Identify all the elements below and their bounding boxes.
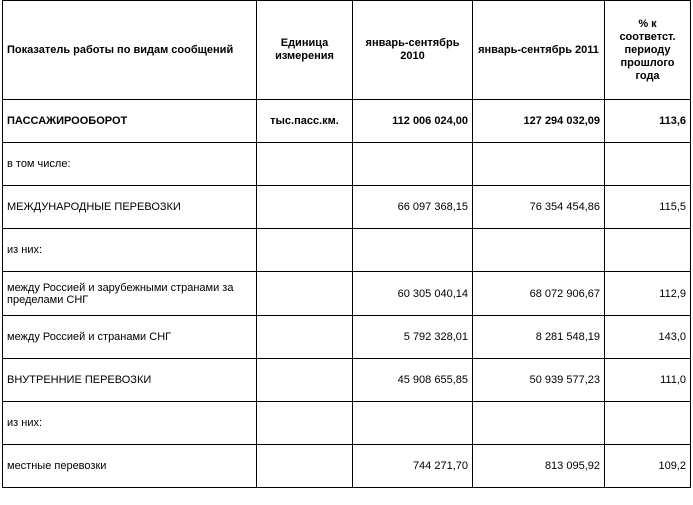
row-value-2011 bbox=[473, 143, 605, 186]
header-row bbox=[3, 1, 691, 100]
table-row bbox=[3, 186, 691, 229]
row-value-2011: 813 095,92 bbox=[473, 445, 605, 488]
row-unit bbox=[257, 445, 353, 488]
header-period-2010: январь-сентябрь 2010 bbox=[353, 1, 473, 100]
row-percent bbox=[605, 229, 691, 272]
table-row bbox=[3, 402, 691, 445]
header-indicator: Показатель работы по видам сообщений bbox=[3, 1, 257, 100]
row-value-2010: 66 097 368,15 bbox=[353, 186, 473, 229]
table-row bbox=[3, 143, 691, 186]
row-value-2010 bbox=[353, 143, 473, 186]
row-label: из них: bbox=[3, 402, 257, 445]
row-value-2010: 45 908 655,85 bbox=[353, 359, 473, 402]
row-percent: 112,9 bbox=[605, 272, 691, 316]
row-value-2011 bbox=[473, 402, 605, 445]
row-value-2010: 744 271,70 bbox=[353, 445, 473, 488]
row-label: местные перевозки bbox=[3, 445, 257, 488]
row-value-2011: 127 294 032,09 bbox=[473, 100, 605, 143]
row-label: между Россией и зарубежными странами за пределами СНГ bbox=[3, 272, 257, 316]
row-value-2011: 8 281 548,19 bbox=[473, 316, 605, 359]
row-percent: 115,5 bbox=[605, 186, 691, 229]
row-label: ВНУТРЕННИЕ ПЕРЕВОЗКИ bbox=[3, 359, 257, 402]
statistics-table bbox=[2, 0, 691, 488]
row-percent: 143,0 bbox=[605, 316, 691, 359]
row-label: МЕЖДУНАРОДНЫЕ ПЕРЕВОЗКИ bbox=[3, 186, 257, 229]
row-unit bbox=[257, 402, 353, 445]
table-row bbox=[3, 359, 691, 402]
row-value-2011 bbox=[473, 229, 605, 272]
row-label: в том числе: bbox=[3, 143, 257, 186]
row-label: между Россией и странами СНГ bbox=[3, 316, 257, 359]
row-percent bbox=[605, 143, 691, 186]
row-unit bbox=[257, 316, 353, 359]
row-label: ПАССАЖИРООБОРОТ bbox=[3, 100, 257, 143]
table-row bbox=[3, 229, 691, 272]
row-percent: 111,0 bbox=[605, 359, 691, 402]
row-value-2011: 68 072 906,67 bbox=[473, 272, 605, 316]
row-unit bbox=[257, 143, 353, 186]
header-unit: Единица измерения bbox=[257, 1, 353, 100]
row-unit: тыс.пасс.км. bbox=[257, 100, 353, 143]
table-row bbox=[3, 272, 691, 316]
row-unit bbox=[257, 359, 353, 402]
row-percent bbox=[605, 402, 691, 445]
row-unit bbox=[257, 186, 353, 229]
row-value-2011: 50 939 577,23 bbox=[473, 359, 605, 402]
row-value-2010: 60 305 040,14 bbox=[353, 272, 473, 316]
row-unit bbox=[257, 229, 353, 272]
row-value-2010: 5 792 328,01 bbox=[353, 316, 473, 359]
table-row bbox=[3, 100, 691, 143]
header-period-2011: январь-сентябрь 2011 bbox=[473, 1, 605, 100]
table-row bbox=[3, 316, 691, 359]
row-percent: 109,2 bbox=[605, 445, 691, 488]
row-percent: 113,6 bbox=[605, 100, 691, 143]
row-value-2010: 112 006 024,00 bbox=[353, 100, 473, 143]
row-label: из них: bbox=[3, 229, 257, 272]
row-value-2010 bbox=[353, 229, 473, 272]
row-value-2011: 76 354 454,86 bbox=[473, 186, 605, 229]
header-percent: % к соответст. периоду прошлого года bbox=[605, 1, 691, 100]
table-row bbox=[3, 445, 691, 488]
row-unit bbox=[257, 272, 353, 316]
row-value-2010 bbox=[353, 402, 473, 445]
